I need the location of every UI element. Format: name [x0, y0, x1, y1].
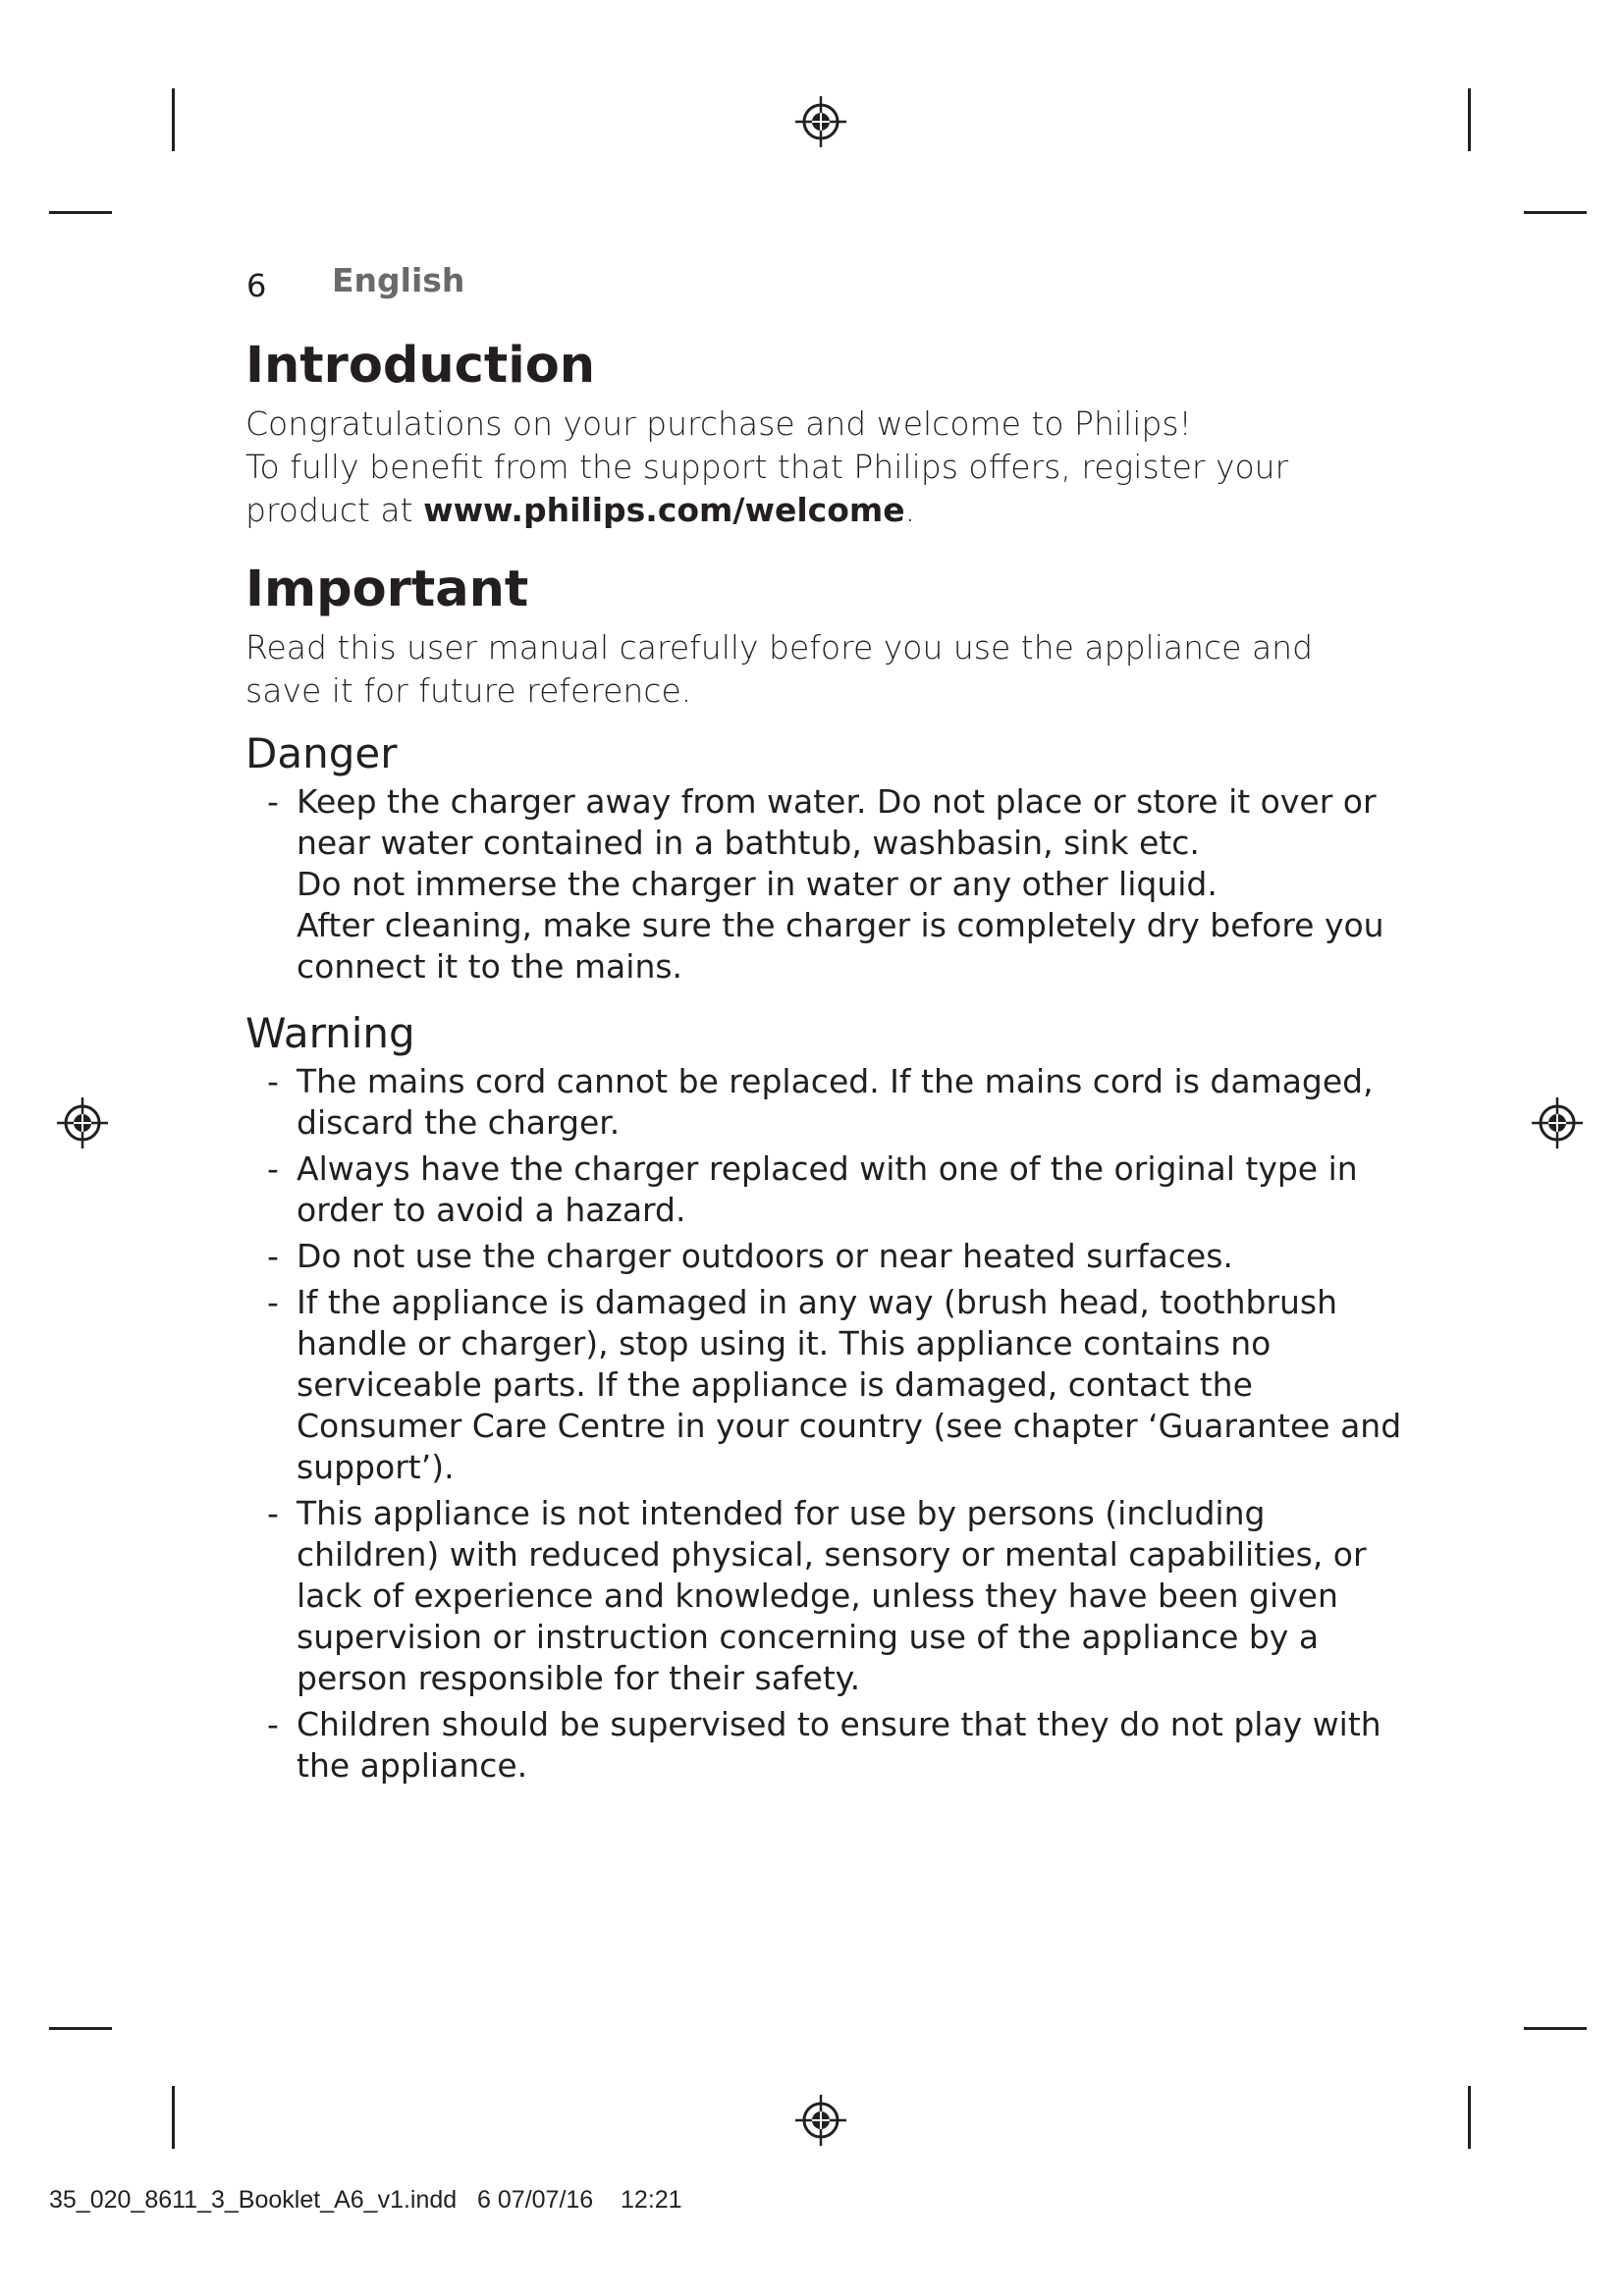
philips-welcome-link[interactable]: www.philips.com/welcome [423, 491, 905, 529]
warning-item-text: If the appliance is damaged in any way (brush head, toothbrush handle or charger), stop using it. This appliance contains no serviceable parts. If the appliance is damaged, contact the Consumer Care Centre in your country (see chapter ‘Guarantee and support’). [297, 1283, 1402, 1486]
danger-item-line: Do not immerse the charger in water or any other liquid. [297, 865, 1218, 903]
slug-page: 6 [477, 2186, 491, 2214]
registration-target-icon [793, 94, 848, 149]
crop-mark-top-left-horizontal [49, 211, 112, 214]
list-dash: - [267, 1237, 279, 1275]
introduction-heading: Introduction [245, 337, 596, 395]
warning-item-text: Always have the charger replaced with one of the original type in order to avoid a hazard. [297, 1149, 1358, 1229]
crop-mark-bottom-right-horizontal [1524, 2027, 1587, 2030]
introduction-welcome-line: Congratulations on your purchase and welcome to Philips! [245, 404, 1192, 443]
warning-list-item [245, 1704, 1404, 1787]
slug-filename: 35_020_8611_3_Booklet_A6_v1.indd [49, 2186, 458, 2214]
danger-item-line: Keep the charger away from water. Do not place or store it over or near water contained in a bathtub, washbasin, sink etc. [297, 782, 1377, 862]
crop-mark-top-right-vertical [1468, 88, 1471, 151]
warning-list-item [245, 1493, 1404, 1699]
registration-target-icon [55, 1095, 110, 1150]
crop-mark-top-left-vertical [172, 88, 175, 151]
danger-item-line: After cleaning, make sure the charger is completely dry before you connect it to the mains. [297, 906, 1384, 986]
warning-list-item [245, 1282, 1404, 1488]
print-slug [49, 2185, 682, 2215]
manual-content [245, 330, 1404, 1791]
list-dash: - [267, 1705, 279, 1743]
slug-time: 12:21 [621, 2186, 682, 2214]
registration-target-icon [1530, 1095, 1585, 1150]
page-number: 6 [246, 267, 267, 304]
warning-list-item [245, 1061, 1404, 1144]
important-text: Read this user manual carefully before you use the appliance and save it for future reference. [245, 628, 1314, 710]
page-language-label: English [332, 261, 465, 299]
danger-list [245, 781, 1404, 988]
list-dash: - [267, 782, 279, 821]
danger-heading: Danger [245, 729, 398, 777]
introduction-register-text: To fully benefit from the support that Philips offers, register your product at [245, 448, 1289, 529]
danger-list-item [245, 781, 1404, 988]
introduction-register-suffix: . [904, 491, 916, 529]
crop-mark-bottom-left-horizontal [49, 2027, 112, 2030]
important-heading: Important [245, 561, 529, 618]
introduction-text [245, 402, 1345, 532]
crop-mark-bottom-left-vertical [172, 2086, 175, 2149]
warning-list [245, 1061, 1404, 1787]
list-dash: - [267, 1149, 279, 1188]
warning-item-text: The mains cord cannot be replaced. If the mains cord is damaged, discard the charger. [297, 1062, 1374, 1142]
slug-date: 07/07/16 [497, 2186, 594, 2214]
warning-item-text: Children should be supervised to ensure that they do not play with the appliance. [297, 1705, 1381, 1785]
warning-heading: Warning [245, 1009, 415, 1057]
crop-mark-bottom-right-vertical [1468, 2086, 1471, 2149]
warning-list-item [245, 1148, 1404, 1231]
warning-item-text: Do not use the charger outdoors or near heated surfaces. [297, 1237, 1233, 1275]
warning-item-text: This appliance is not intended for use by persons (including children) with reduced physical, sensory or mental capabilities, or lack of experience and knowledge, unless they have been given supervision or instruction concerning use of the appliance by a person responsible for their safety. [297, 1494, 1367, 1697]
registration-target-icon [793, 2093, 848, 2148]
list-dash: - [267, 1062, 279, 1100]
list-dash: - [267, 1494, 279, 1532]
crop-mark-top-right-horizontal [1524, 211, 1587, 214]
list-dash: - [267, 1283, 279, 1321]
warning-list-item [245, 1236, 1404, 1277]
